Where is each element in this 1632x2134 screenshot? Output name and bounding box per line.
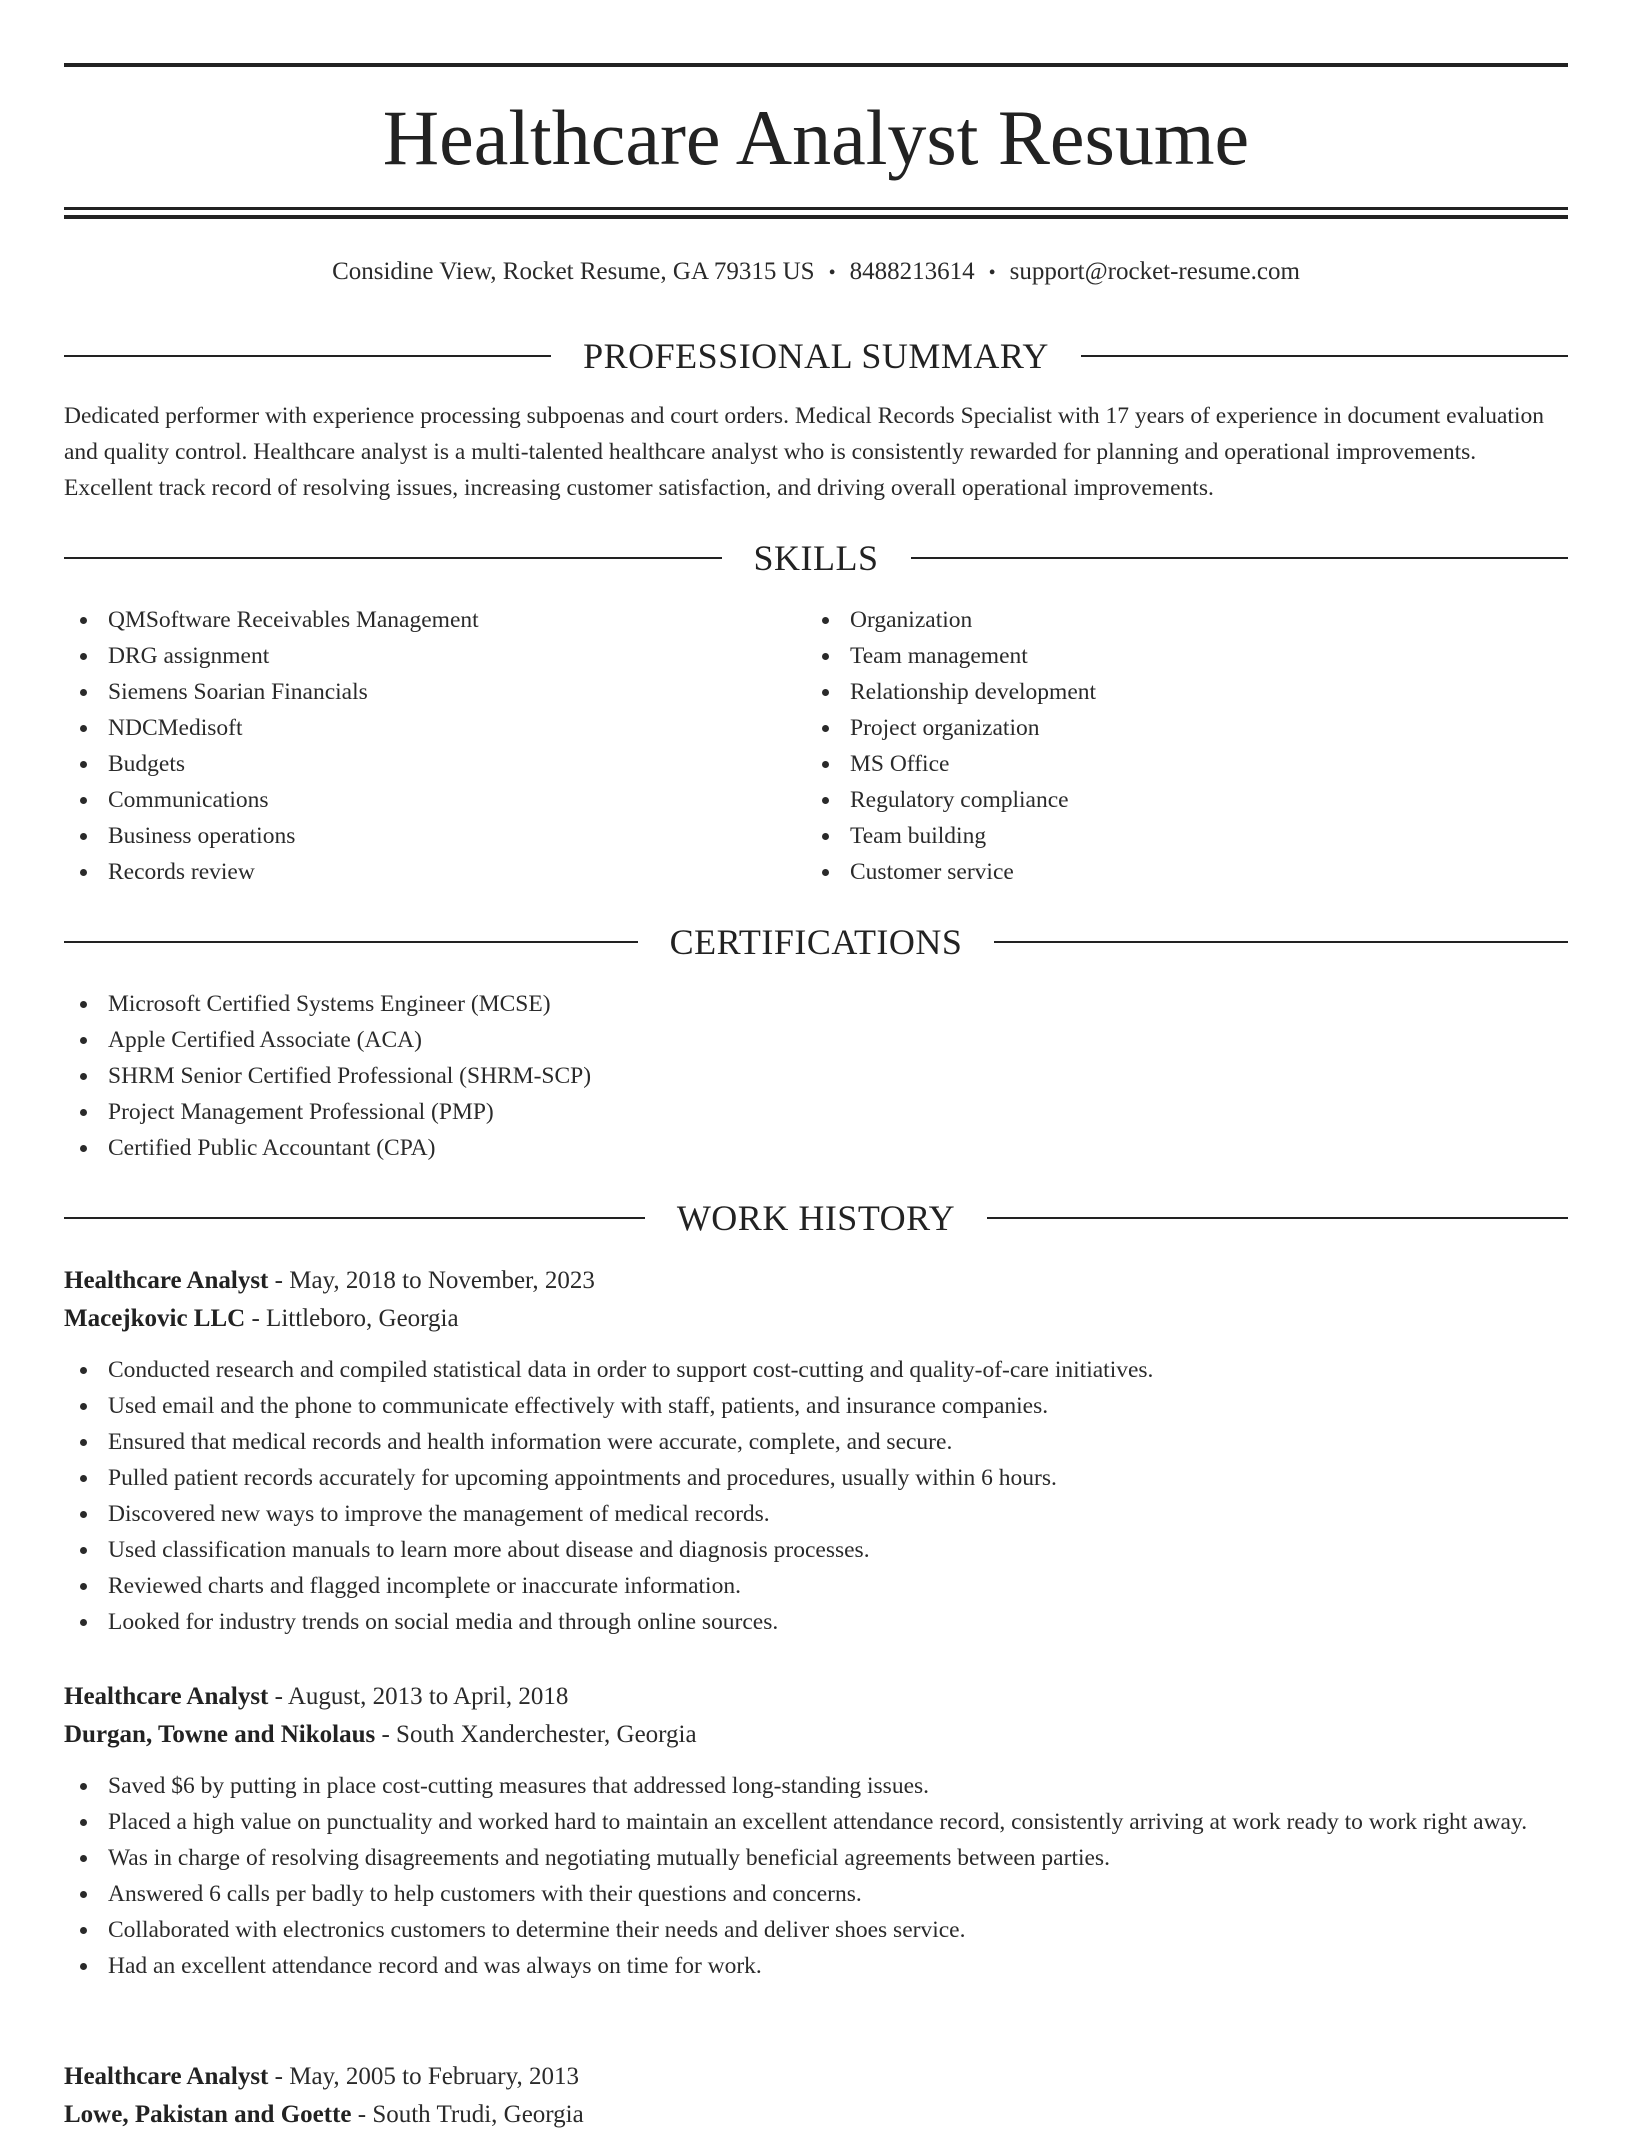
section-rule-right (987, 1217, 1568, 1219)
skill-item: Business operations (64, 818, 764, 854)
job-location: - South Trudi, Georgia (351, 2101, 584, 2128)
job-bullet: Ensured that medical records and health information were accurate, complete, and secure. (64, 1424, 1568, 1460)
job-role: Healthcare Analyst (64, 1267, 269, 1294)
job-company: Lowe, Pakistan and Goette (64, 2101, 352, 2128)
section-header-certifications (64, 920, 1568, 964)
certification-item: Microsoft Certified Systems Engineer (MCSE) (64, 986, 1568, 1022)
section-title: PROFESSIONAL SUMMARY (583, 336, 1049, 376)
summary-text: Dedicated performer with experience processing subpoenas and court orders. Medical Records Specialist with 17 years of experience in document evaluation and quality control. Healthcare analyst is a multi-talented healthcare analyst who is consistently rewarded for planning and operational improvements. Excellent track record of resolving issues, increasing customer satisfaction, and driving overall operational improvements. (64, 403, 1544, 501)
section-header-work-history (64, 1196, 1568, 1240)
section-title: WORK HISTORY (676, 1198, 956, 1238)
certification-item: Certified Public Accountant (CPA) (64, 1130, 1568, 1166)
job-bullet: Looked for industry trends on social media and through online sources. (64, 1604, 1568, 1640)
job-bullet: Conducted research and compiled statistical data in order to support cost-cutting and quality-of-care initiatives. (64, 1352, 1568, 1388)
job-location: - South Xanderchester, Georgia (375, 1721, 697, 1748)
contact-separator: • (988, 262, 996, 284)
title-rule-upper (64, 207, 1568, 210)
job-entry (64, 1262, 1568, 1640)
skill-item: DRG assignment (64, 638, 764, 674)
job-company: Durgan, Towne and Nikolaus (64, 1721, 376, 1748)
job-company-line (64, 2096, 1568, 2134)
skill-item: MS Office (806, 746, 1506, 782)
section-rule-right (911, 557, 1569, 559)
skill-item: QMSoftware Receivables Management (64, 602, 764, 638)
skill-item: Project organization (806, 710, 1506, 746)
job-bullet: Had an excellent attendance record and was always on time for work. (64, 1948, 1568, 1984)
skill-item: Records review (64, 854, 764, 890)
job-bullet: Was in charge of resolving disagreements and negotiating mutually beneficial agreements between parties. (64, 1840, 1568, 1876)
contact-separator: • (828, 262, 836, 284)
job-role: Healthcare Analyst (64, 1683, 269, 1710)
skill-item: NDCMedisoft (64, 710, 764, 746)
job-bullets (64, 1352, 1568, 1640)
job-title-line (64, 1262, 1568, 1300)
skill-item: Budgets (64, 746, 764, 782)
skills-column-left (64, 602, 764, 890)
job-bullet: Reviewed charts and flagged incomplete or inaccurate information. (64, 1568, 1568, 1604)
section-rule-right (994, 941, 1568, 943)
job-title-line (64, 1678, 1568, 1716)
skills-list-right (806, 602, 1506, 890)
job-bullet: Placed a high value on punctuality and worked hard to maintain an excellent attendance record, consistently arriving at work ready to work right away. (64, 1804, 1568, 1840)
job-title-line (64, 2058, 1568, 2096)
section-rule-right (1081, 355, 1568, 357)
job-location: - Littleboro, Georgia (245, 1305, 459, 1332)
job-bullet: Collaborated with electronics customers to determine their needs and deliver shoes service. (64, 1912, 1568, 1948)
job-company: Macejkovic LLC (64, 1305, 246, 1332)
skill-item: Organization (806, 602, 1506, 638)
section-header-skills (64, 536, 1568, 580)
skill-item: Team management (806, 638, 1506, 674)
job-bullet: Used classification manuals to learn more about disease and diagnosis processes. (64, 1532, 1568, 1568)
section-rule-left (64, 1217, 645, 1219)
job-dates: - May, 2005 to February, 2013 (268, 2063, 579, 2090)
job-bullet: Pulled patient records accurately for upcoming appointments and procedures, usually within 6 hours. (64, 1460, 1568, 1496)
skills-list-left (64, 602, 764, 890)
section-rule-left (64, 557, 722, 559)
job-bullet: Answered 6 calls per badly to help customers with their questions and concerns. (64, 1876, 1568, 1912)
job-bullet: Saved $6 by putting in place cost-cutting measures that addressed long-standing issues. (64, 1768, 1568, 1804)
skills-column-right (806, 602, 1506, 890)
job-entry (64, 1678, 1568, 1984)
certification-item: Apple Certified Associate (ACA) (64, 1022, 1568, 1058)
skill-item: Relationship development (806, 674, 1506, 710)
job-dates: - May, 2018 to November, 2023 (268, 1267, 595, 1294)
skill-item: Team building (806, 818, 1506, 854)
job-company-line (64, 1716, 1568, 1754)
section-rule-left (64, 355, 551, 357)
job-dates: - August, 2013 to April, 2018 (268, 1683, 569, 1710)
contact-email: support@rocket-resume.com (1009, 258, 1300, 285)
certification-item: Project Management Professional (PMP) (64, 1094, 1568, 1130)
skill-item: Communications (64, 782, 764, 818)
job-company-line (64, 1300, 1568, 1338)
job-role: Healthcare Analyst (64, 2063, 269, 2090)
resume-title: Healthcare Analyst Resume (382, 94, 1250, 181)
contact-line (64, 252, 1568, 293)
contact-address: Considine View, Rocket Resume, GA 79315 US (332, 258, 815, 285)
job-bullet: Used email and the phone to communicate effectively with staff, patients, and insurance companies. (64, 1388, 1568, 1424)
certification-item: SHRM Senior Certified Professional (SHRM-SCP) (64, 1058, 1568, 1094)
job-bullets (64, 1768, 1568, 1984)
contact-phone: 8488213614 (849, 258, 975, 285)
section-rule-left (64, 941, 638, 943)
section-header-summary (64, 334, 1568, 378)
skill-item: Siemens Soarian Financials (64, 674, 764, 710)
skill-item: Regulatory compliance (806, 782, 1506, 818)
top-rule (64, 63, 1568, 67)
section-title: SKILLS (753, 538, 879, 578)
section-title: CERTIFICATIONS (669, 922, 963, 962)
title-rule-lower (64, 215, 1568, 219)
skill-item: Customer service (806, 854, 1506, 890)
job-bullet: Discovered new ways to improve the management of medical records. (64, 1496, 1568, 1532)
certifications-list (64, 986, 1568, 1166)
certifications (64, 986, 1568, 1166)
job-entry (64, 2058, 1568, 2134)
